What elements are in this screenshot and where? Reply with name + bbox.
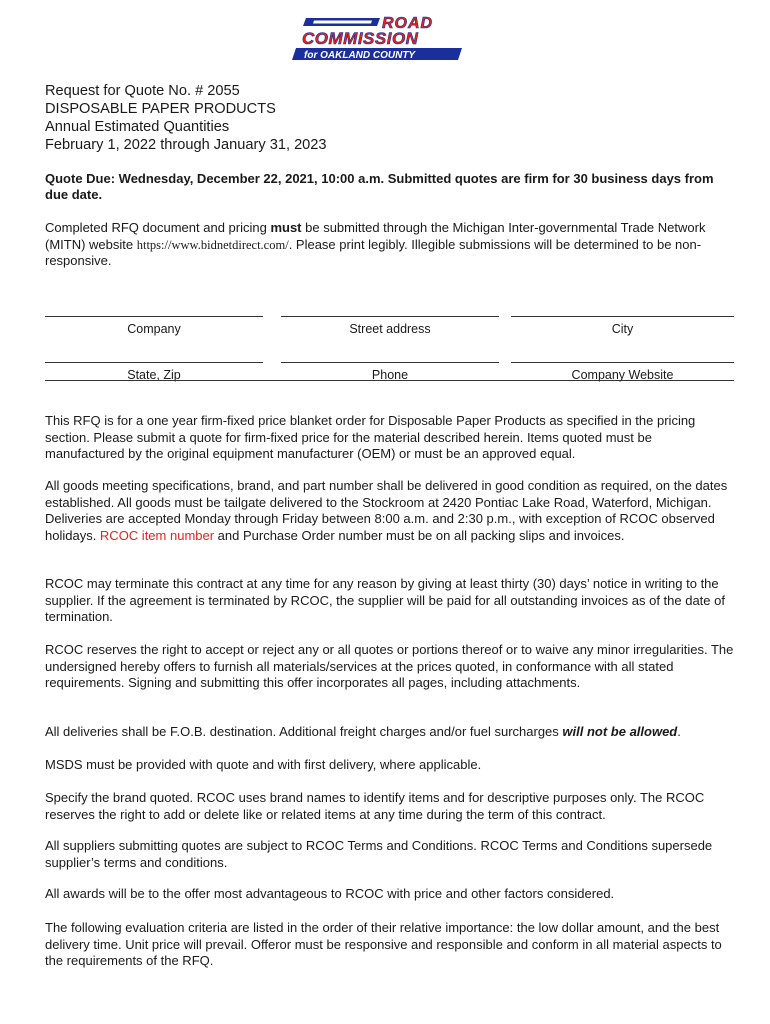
delivery-text-1: All goods meeting specifications, brand, and part number shall be delivered in good condition as required, on the dates established. All goods must be tailgate delivered to the Stockroom at 2420 Pontiac Lake Road, Waterford, Michigan. Deliveries are accepted Monday through Friday between 8:00 a.m. and 2:30 p.m., with exception of RCOC observed holidays. [45,478,728,543]
field-row-1 [45,302,734,338]
logo-commission-text: COMMISSION [302,29,419,48]
phone-label: Phone [371,368,409,382]
rfq-number: Request for Quote No. # 2055 [45,83,240,99]
paragraph-awards: All awards will be to the offer most advantageous to RCOC with price and other factors considered. [45,886,615,901]
submission-instructions [45,220,735,270]
website-label: Company Website [571,368,674,382]
submission-text-3: . Please print legibly. Illegible submissions will be determined to be non-responsive. [45,236,702,268]
rfq-title: DISPOSABLE PAPER PRODUCTS [45,101,276,117]
paragraph-msds: MSDS must be provided with quote and with first delivery, where applicable. [45,757,482,772]
state-zip-label: State, Zip [127,368,181,382]
fob-not-allowed: will not be allowed [562,724,678,739]
paragraph-brand: Specify the brand quoted. RCOC uses brand names to identify items and for descriptive purposes only. The RCOC reserves the right to add or delete like or related items at any time during the term of this contract. [45,790,705,822]
rcoc-item-number-text: RCOC item number [99,527,215,543]
city-field[interactable] [511,302,734,336]
field-row-2 [45,348,734,384]
submission-text-2: be submitted through the Michigan Inter-governmental Trade Network (MITN) website [45,220,706,252]
company-field[interactable] [45,302,263,336]
delivery-text-2: and Purchase Order number must be on all packing slips and invoices. [214,527,625,543]
paragraph-evaluation: The following evaluation criteria are listed in the order of their relative importance: the low dollar amount, and the best delivery time. Unit price will prevail. Offeror must be responsive and responsible and conform in all material aspects to the requirements of the RFQ. [45,920,722,968]
paragraph-termination: RCOC may terminate this contract at any time for any reason by giving at least thirty (30) days’ notice in writing to the supplier. If the agreement is terminated by RCOC, the supplier will be paid for all outstanding invoices as of the date of termination. [45,576,725,624]
city-label: City [611,322,634,336]
rcoc-logo [282,14,468,64]
rfq-header [45,82,327,154]
submission-text-1: Completed RFQ document and pricing [45,220,271,235]
mitn-url[interactable]: https://www.bidnetdirect.com/ [136,237,289,252]
divider-line [45,380,734,381]
paragraph-fob [45,724,735,741]
paragraph-rights: RCOC reserves the right to accept or reject any or all quotes or portions thereof or to waive any minor irregularities. The undersigned hereby offers to furnish all materials/services at the prices quoted, in conformance with all stated requirements. Signing and submitting this offer incorporates all pages, including attachments. [45,642,734,690]
fob-text-2: . [677,724,681,739]
paragraph-terms: All suppliers submitting quotes are subject to RCOC Terms and Conditions. RCOC Terms and Conditions supersede supplier’s terms and conditions. [45,838,713,870]
logo-county-text: for OAKLAND COUNTY [304,50,416,61]
company-label: Company [127,322,181,336]
paragraph-scope: This RFQ is for a one year firm-fixed price blanket order for Disposable Paper Products as specified in the pricing section. Please submit a quote for firm-fixed price for the material described herein. Items quoted must be manufactured by the original equipment manufacturer (OEM) or must be an approved equal. [45,413,696,461]
paragraph-delivery [45,478,735,544]
submission-must: must [270,220,302,235]
quote-due: Quote Due: Wednesday, December 22, 2021, 10:00 a.m. Submitted quotes are firm for 30 business days from due date. [45,171,714,202]
state-zip-field[interactable] [45,348,263,382]
rfq-period: February 1, 2022 through January 31, 2023 [45,137,327,153]
street-label: Street address [349,322,431,336]
logo-road-text: ROAD [382,15,434,32]
phone-field[interactable] [281,348,499,382]
rfq-subtitle: Annual Estimated Quantities [45,119,230,135]
street-field[interactable] [281,302,499,336]
fob-text-1: All deliveries shall be F.O.B. destination. Additional freight charges and/or fuel surcharges [45,724,563,739]
vendor-info-fields [45,302,734,382]
rcoc-logo-graphic [282,14,468,64]
website-field[interactable] [511,348,734,382]
